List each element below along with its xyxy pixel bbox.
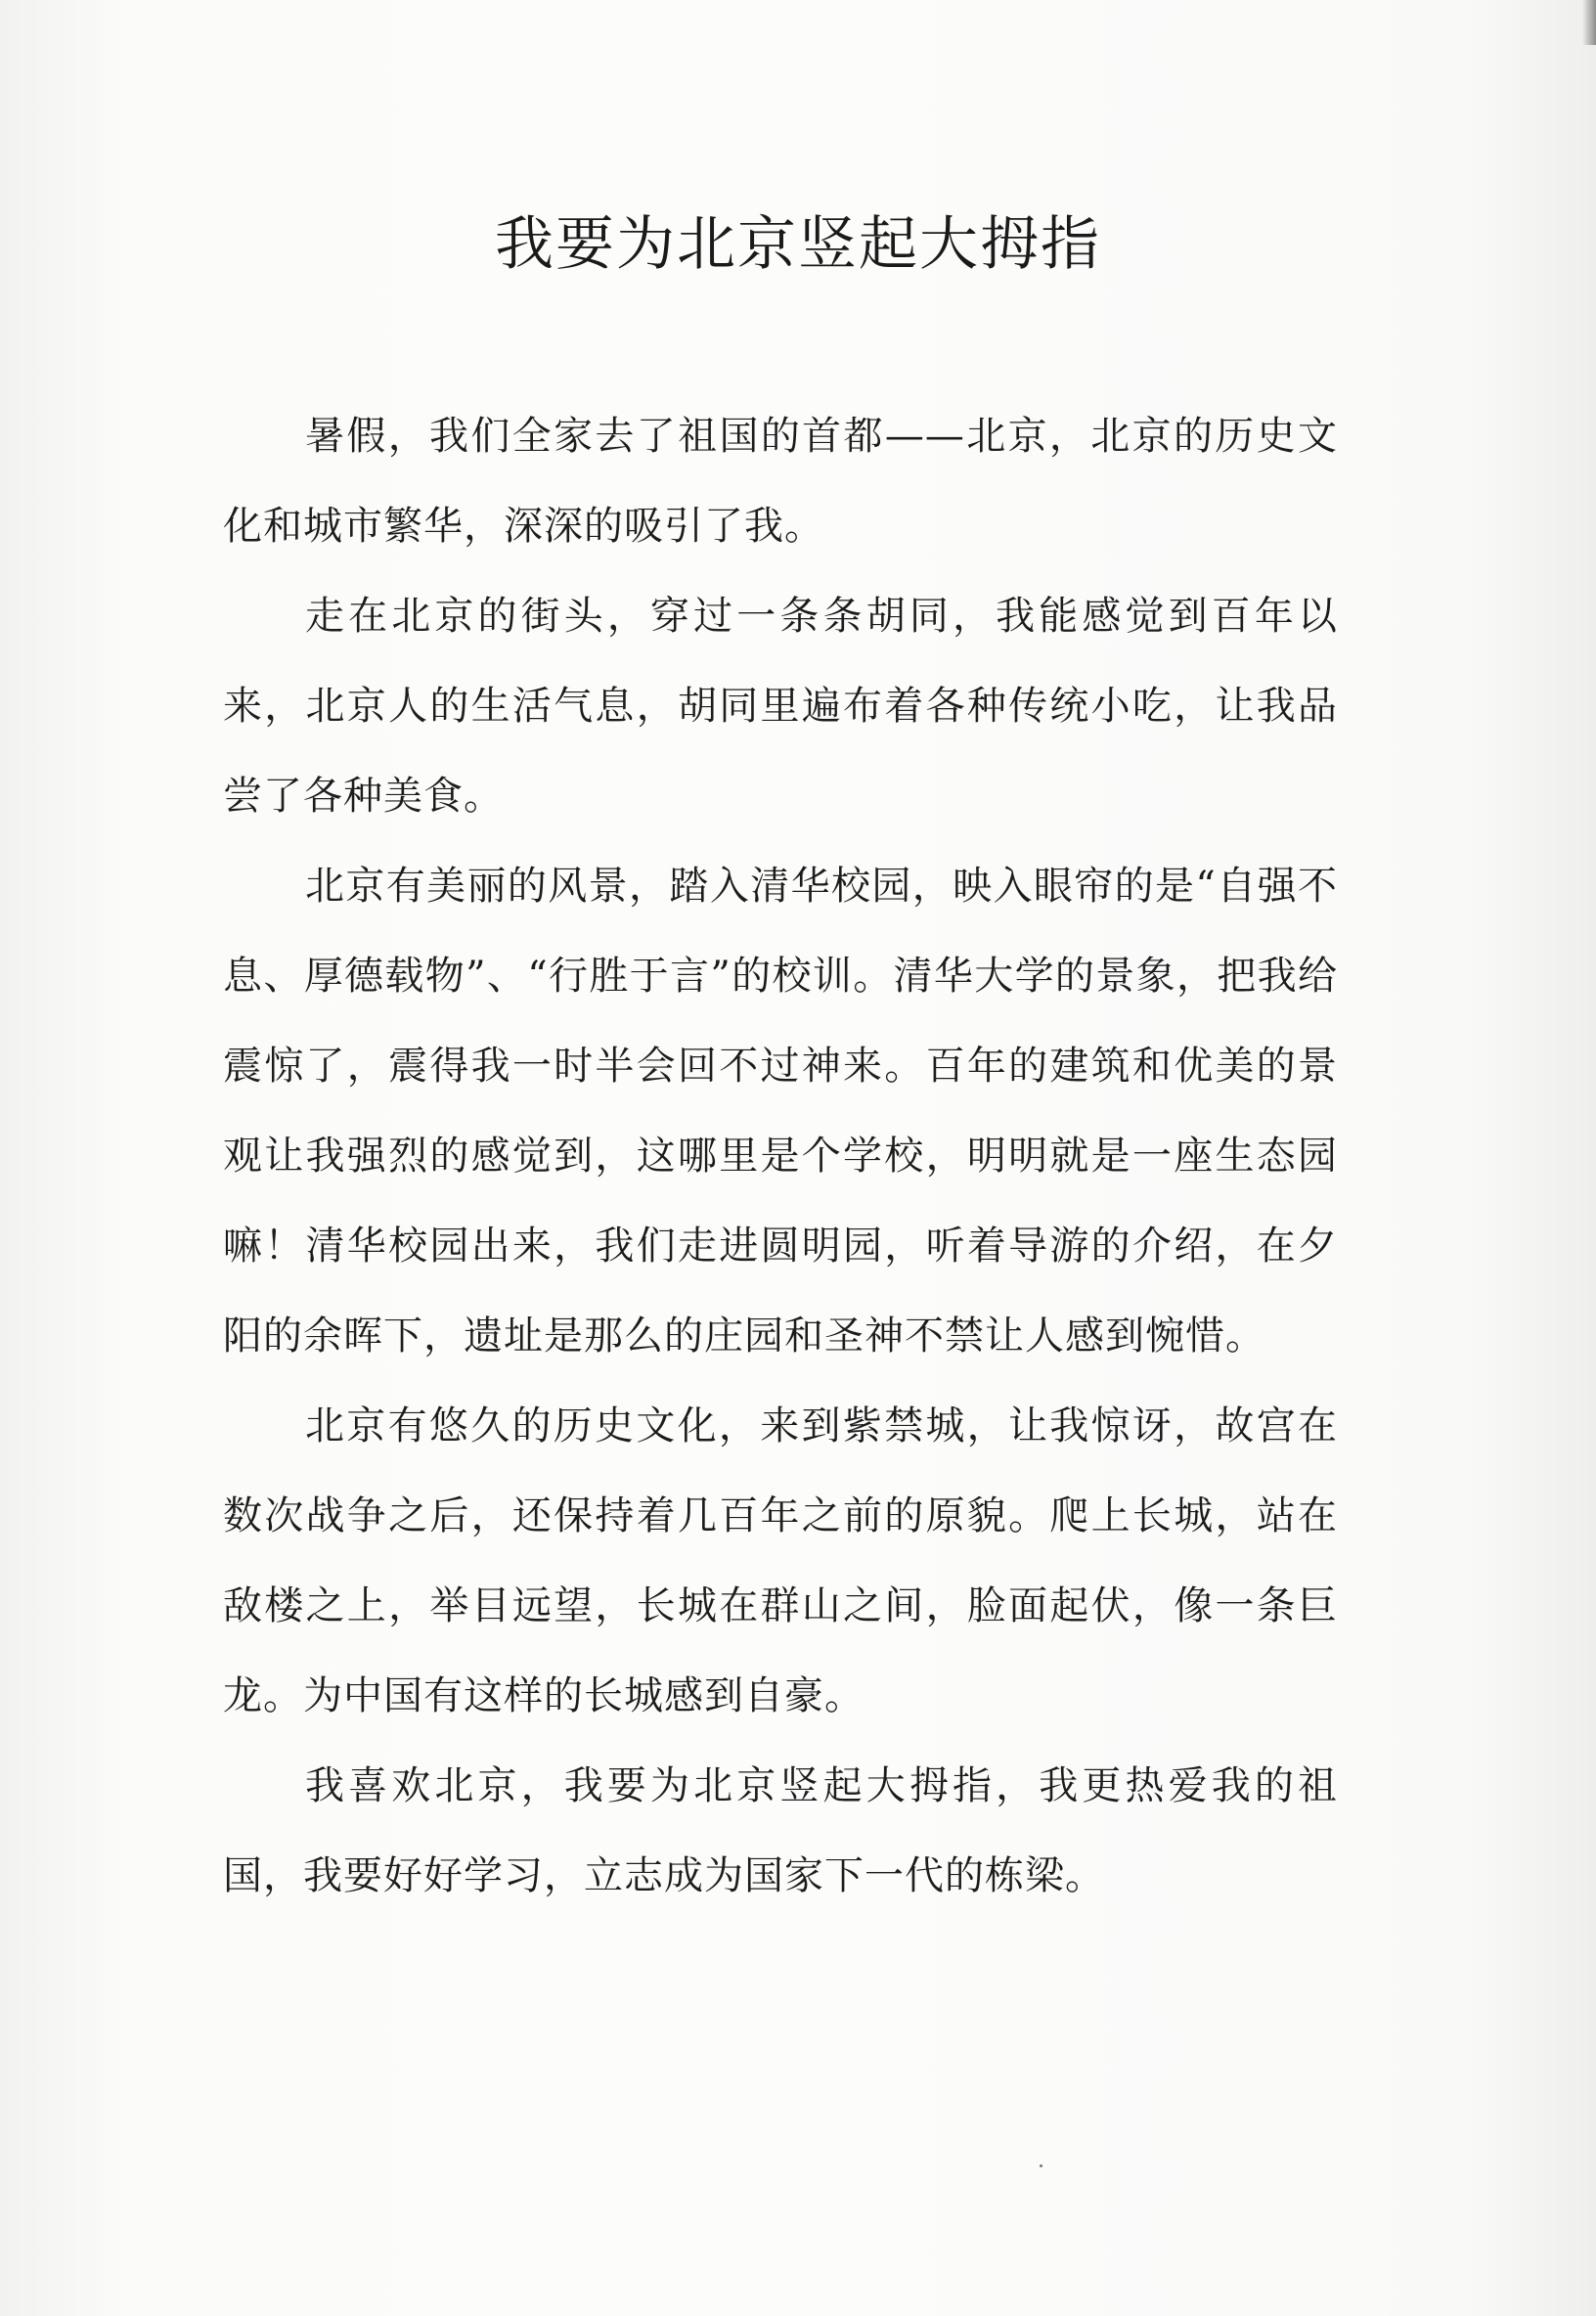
paragraph-2: 走在北京的街头，穿过一条条胡同，我能感觉到百年以来，北京人的生活气息，胡同里遍布着各种传统小吃，让我品尝了各种美食。 bbox=[223, 594, 1338, 819]
paragraph-3: 北京有美丽的风景，踏入清华校园，映入眼帘的是“自强不息、厚德载物”、“行胜于言”的校训。清华大学的景象，把我给震惊了，震得我一时半会回不过神来。百年的建筑和优美的景观让我强烈的感觉到，这哪里是个学校，明明就是一座生态园嘛！清华校园出来，我们走进圆明园，听着导游的介绍，在夕阳的余晖下，遗址是那么的庄园和圣神不禁让人感到惋惜。 bbox=[223, 864, 1338, 1358]
paragraph-4: 北京有悠久的历史文化，来到紫禁城，让我惊讶，故宫在数次战争之后，还保持着几百年之前的原貌。爬上长城，站在敌楼之上，举目远望，长城在群山之间，脸面起伏，像一条巨龙。为中国有这样的长城感到自豪。 bbox=[223, 1403, 1338, 1718]
scan-speck bbox=[1040, 2164, 1042, 2167]
scan-edge-shadow bbox=[1582, 0, 1596, 45]
paragraph-1: 暑假，我们全家去了祖国的首都——北京，北京的历史文化和城市繁华，深深的吸引了我。 bbox=[223, 414, 1338, 549]
paragraph-5: 我喜欢北京，我要为北京竖起大拇指，我更热爱我的祖国，我要好好学习，立志成为国家下一代的栋梁。 bbox=[223, 1763, 1338, 1898]
essay-body bbox=[223, 391, 1338, 1921]
essay-title: 我要为北京竖起大拇指 bbox=[495, 210, 1101, 279]
